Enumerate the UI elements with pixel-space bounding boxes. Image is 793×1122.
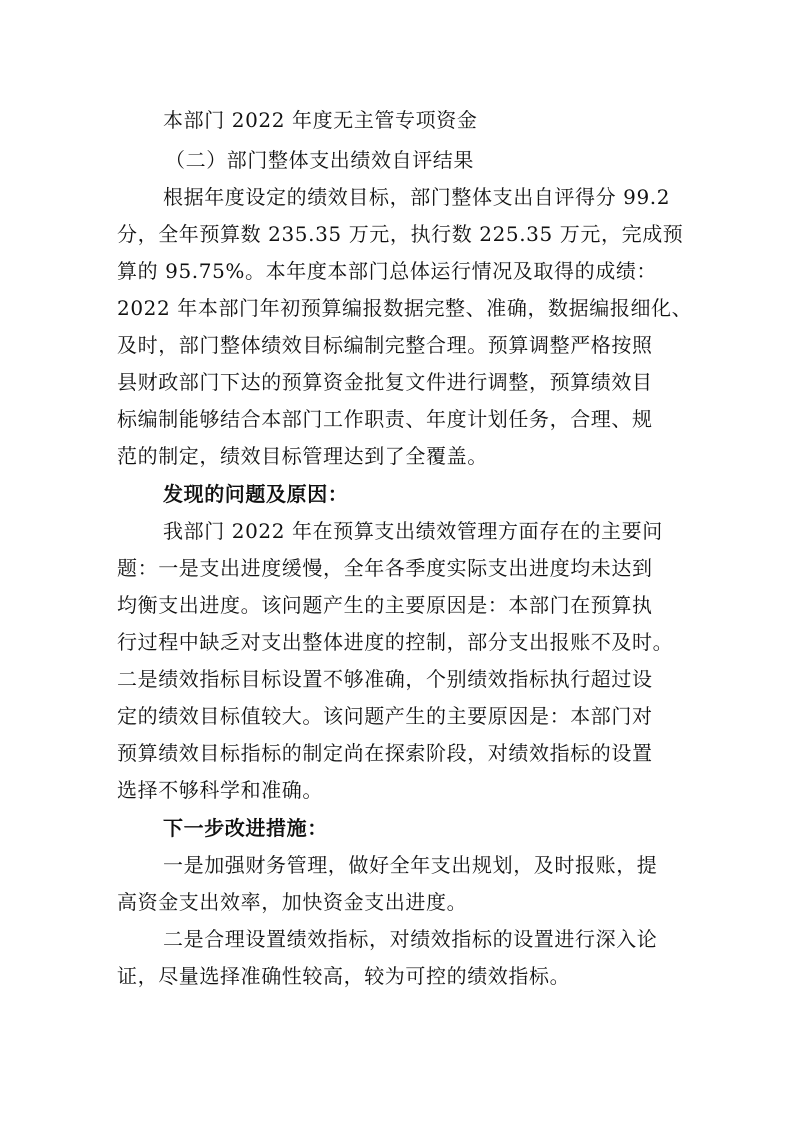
- paragraph-line: 分，全年预算数 235.35 万元，执行数 225.35 万元，完成预: [117, 222, 684, 246]
- paragraph-line: 及时，部门整体绩效目标编制完整合理。预算调整严格按照: [117, 333, 653, 357]
- paragraph-line: 算的 95.75%。本年度本部门总体运行情况及取得的成绩：: [117, 259, 658, 283]
- paragraph-line: 预算绩效目标指标的制定尚在探索阶段，对绩效指标的设置: [117, 741, 653, 765]
- paragraph-line: 2022 年本部门年初预算编报数据完整、准确，数据编报细化、: [117, 296, 693, 320]
- paragraph-line: 一是加强财务管理，做好全年支出规划，及时报账，提: [163, 853, 658, 877]
- paragraph-line: 标编制能够结合本部门工作职责、年度计划任务，合理、规: [117, 407, 653, 431]
- paragraph-line: 题：一是支出进度缓慢，全年各季度实际支出进度均未达到: [117, 556, 653, 580]
- paragraph-line: 高资金支出效率，加快资金支出进度。: [117, 890, 468, 914]
- section-heading-self-evaluation: （二）部门整体支出绩效自评结果: [165, 148, 474, 172]
- paragraph-line: 均衡支出进度。该问题产生的主要原因是：本部门在预算执: [117, 593, 653, 617]
- paragraph-line: 行过程中缺乏对支出整体进度的控制，部分支出报账不及时。: [117, 630, 674, 654]
- paragraph-line: 我部门 2022 年在预算支出绩效管理方面存在的主要问: [163, 519, 663, 543]
- text-line-special-funds: 本部门 2022 年度无主管专项资金: [163, 108, 478, 132]
- paragraph-line: 证，尽量选择准确性较高，较为可控的绩效指标。: [117, 964, 571, 988]
- heading-next-steps: 下一步改进措施：: [163, 816, 328, 840]
- paragraph-line: 二是绩效指标目标设置不够准确，个别绩效指标执行超过设: [117, 667, 653, 691]
- heading-problems-and-causes: 发现的问题及原因：: [163, 482, 349, 506]
- paragraph-line: 二是合理设置绩效指标，对绩效指标的设置进行深入论: [163, 927, 658, 951]
- paragraph-line: 县财政部门下达的预算资金批复文件进行调整，预算绩效目: [117, 370, 653, 394]
- paragraph-line: 定的绩效目标值较大。该问题产生的主要原因是：本部门对: [117, 704, 653, 728]
- paragraph-line: 选择不够科学和准确。: [117, 778, 323, 802]
- paragraph-line: 范的制定，绩效目标管理达到了全覆盖。: [117, 444, 488, 468]
- paragraph-line: 根据年度设定的绩效目标，部门整体支出自评得分 99.2: [163, 185, 671, 209]
